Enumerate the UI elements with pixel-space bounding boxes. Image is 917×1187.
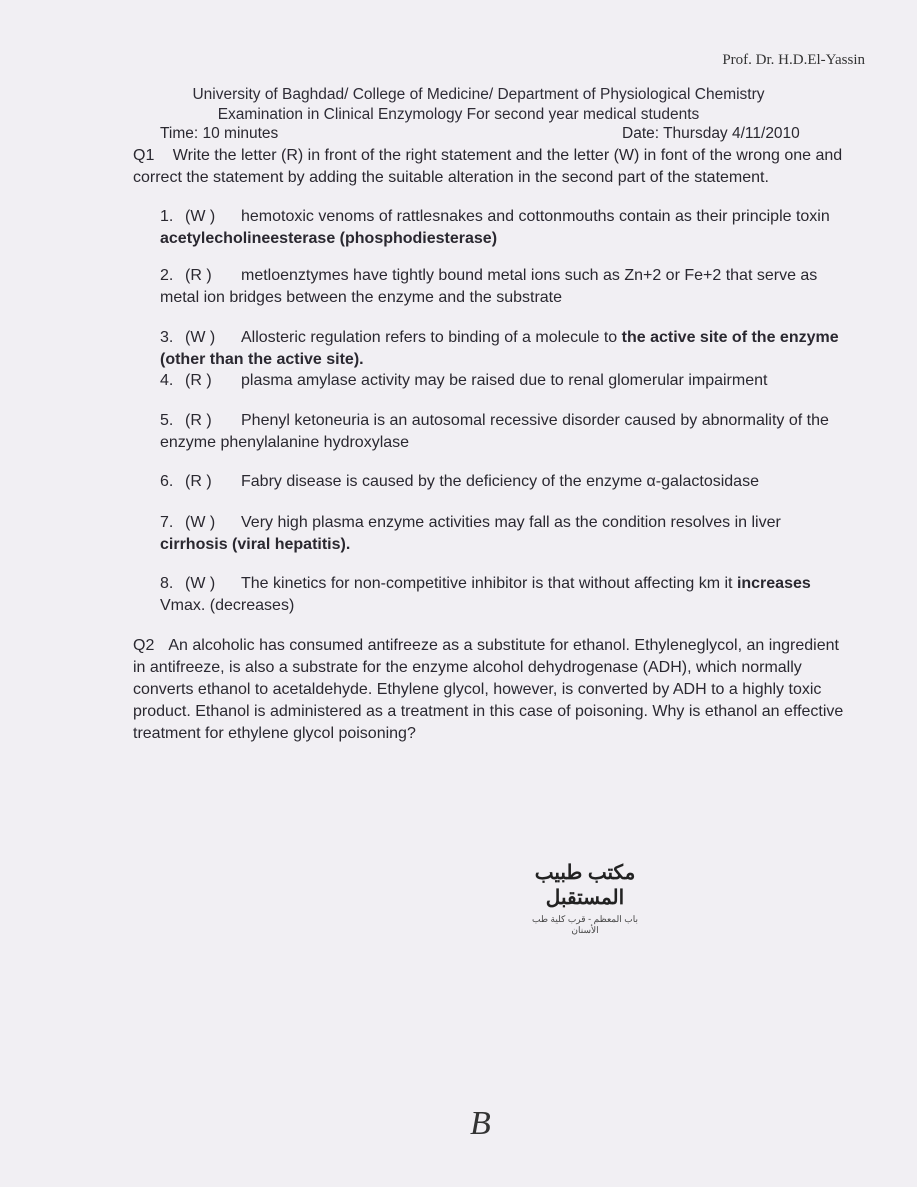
q1-instruction-text: Write the letter (R) in front of the right statement and the letter (W) in font of the wrong one and correct the statement by adding the suitable alteration in the second part of the statement. xyxy=(133,147,843,186)
item-text: Phenyl ketoneuria is an autosomal recessive disorder caused by abnormality of the enzyme phenylalanine hydroxylase xyxy=(160,412,829,451)
item-text: Very high plasma enzyme activities may fall as the condition resolves in liver xyxy=(241,514,781,531)
exam-date: Date: Thursday 4/11/2010 xyxy=(622,125,800,142)
item-correction: the active site of the enzyme (other than the active site). xyxy=(160,329,839,368)
item-text: The kinetics for non-competitive inhibitor is that without affecting km it xyxy=(241,575,737,592)
q1-label: Q1 xyxy=(133,147,155,164)
item-mark: (W ) xyxy=(185,208,216,225)
item-mark: (R ) xyxy=(185,412,212,429)
q1-item-2 xyxy=(160,265,850,309)
item-number: 4. xyxy=(160,372,174,389)
q1-item-3 xyxy=(160,327,850,371)
item-text: plasma amylase activity may be raised due to renal glomerular impairment xyxy=(241,372,768,389)
item-number: 1. xyxy=(160,208,174,225)
item-number: 6. xyxy=(160,473,174,490)
item-text: hemotoxic venoms of rattlesnakes and cottonmouths contain as their principle toxin xyxy=(241,208,830,225)
professor-name: Prof. Dr. H.D.El-Yassin xyxy=(722,52,865,68)
item-text: Allosteric regulation refers to binding of a molecule to xyxy=(241,329,622,346)
item-mark: (W ) xyxy=(185,575,216,592)
q1-item-4 xyxy=(160,370,850,392)
q1-item-5 xyxy=(160,410,850,454)
q1-item-6 xyxy=(160,471,850,493)
item-mark: (R ) xyxy=(185,473,212,490)
item-number: 2. xyxy=(160,267,174,284)
stamp-address: باب المعظم - قرب كلية طب الأسنان xyxy=(532,914,638,935)
exam-time: Time: 10 minutes xyxy=(160,125,279,142)
q1-item-8 xyxy=(160,573,850,617)
item-mark: (W ) xyxy=(185,514,216,531)
item-correction: acetylecholineesterase (phosphodiesterase) xyxy=(160,230,498,247)
item-text-after: Vmax. (decreases) xyxy=(160,597,295,614)
q1-item-1 xyxy=(160,206,850,250)
item-number: 8. xyxy=(160,575,174,592)
q2-label: Q2 xyxy=(133,637,155,654)
handwritten-signature: B xyxy=(470,1105,491,1142)
q1-instruction xyxy=(133,145,848,189)
q2-text: An alcoholic has consumed antifreeze as a substitute for ethanol. Ethyleneglycol, an ingredient in antifreeze, is also a substrate for the enzyme alcohol dehydrogenase (ADH), which normally converts ethanol to acetaldehyde. Ethylene glycol, however, is converted by ADH to a highly toxic product. Ethanol is administered as a treatment in this case of poisoning. Why is ethanol an effective treatment for ethylene glycol poisoning? xyxy=(133,637,844,742)
q2-block xyxy=(133,635,848,745)
item-mark: (R ) xyxy=(185,372,212,389)
item-mark: (R ) xyxy=(185,267,212,284)
q1-item-7 xyxy=(160,512,850,556)
exam-title: Examination in Clinical Enzymology For second year medical students xyxy=(217,106,700,123)
item-number: 5. xyxy=(160,412,174,429)
item-correction: increases xyxy=(736,575,811,592)
stamp-title: مكتب طبيب المستقبل xyxy=(534,862,636,909)
university-header: University of Baghdad/ College of Medicine/ Department of Physiological Chemistry xyxy=(192,86,765,103)
item-correction: cirrhosis (viral hepatitis). xyxy=(160,536,351,553)
item-number: 7. xyxy=(160,514,174,531)
item-text: Fabry disease is caused by the deficiency of the enzyme α-galactosidase xyxy=(241,473,759,490)
item-text: metloenztymes have tightly bound metal ions such as Zn+2 or Fe+2 that serve as metal ion bridges between the enzyme and the substrate xyxy=(160,267,818,306)
item-number: 3. xyxy=(160,329,174,346)
library-stamp xyxy=(520,860,650,935)
item-mark: (W ) xyxy=(185,329,216,346)
